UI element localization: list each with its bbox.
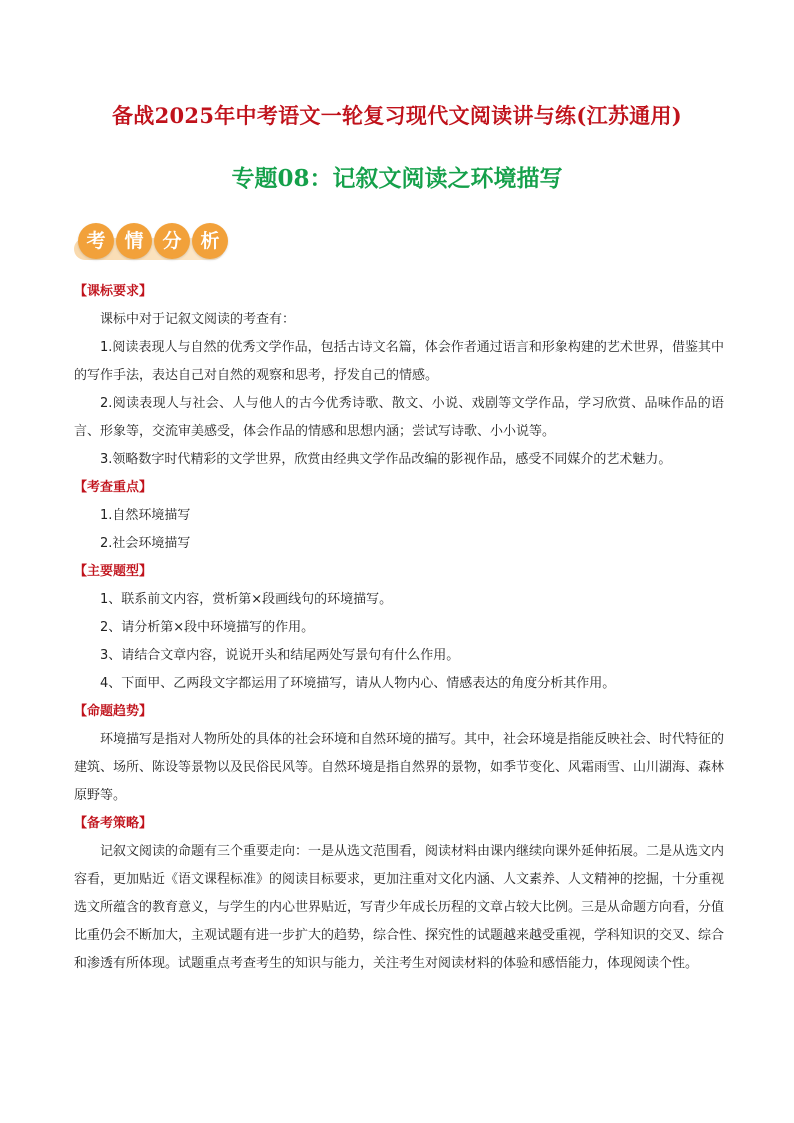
list-item: 1.阅读表现人与自然的优秀文学作品，包括古诗文名篇，体会作者通过语言和形象构建的艺术世界，借鉴其中的写作手法，表达自己对自然的观察和思考，抒发自己的情感。 <box>74 340 724 383</box>
list-item: 3、请结合文章内容，说说开头和结尾两处写景句有什么作用。 <box>100 648 460 663</box>
list-item: 2.社会环境描写 <box>100 536 191 551</box>
list-item: 1.自然环境描写 <box>100 508 191 523</box>
section-heading: 【备考策略】 <box>74 816 153 831</box>
section-banner <box>74 220 234 270</box>
paragraph: 记叙文阅读的命题有三个重要走向：一是从选文范围看，阅读材料由课内继续向课外延伸拓展。二是从选文内容看，更加贴近《语文课程标准》的阅读目标要求，更加注重对文化内涵、人文素养、人文精神的挖掘，十分重视选文所蕴含的教育意义，与学生的内心世界贴近，写青少年成长历程的文章占较大比例。三是从命题方向看，分值比重仍会不断加大，主观试题有进一步扩大的趋势，综合性、探究性的试题越来越受重视，学科知识的交叉、综合和渗透有所体现。试题重点考查考生的知识与能力，关注考生对阅读材料的体验和感悟能力，体现阅读个性。 <box>74 844 725 971</box>
banner-char: 析 <box>192 223 228 259</box>
document-body <box>74 278 724 978</box>
list-item: 2.阅读表现人与社会、人与他人的古今优秀诗歌、散文、小说、戏剧等文学作品，学习欣赏、品味作品的语言、形象等，交流审美感受，体会作品的情感和思想内涵；尝试写诗歌、小小说等。 <box>74 396 724 439</box>
list-item: 2、请分析第×段中环境描写的作用。 <box>100 620 315 635</box>
list-item: 1、联系前文内容，赏析第×段画线句的环境描写。 <box>100 592 393 607</box>
document-subtitle: 专题08：记叙文阅读之环境描写 <box>231 165 563 192</box>
banner-char: 分 <box>154 223 190 259</box>
section-heading: 【命题趋势】 <box>74 704 153 719</box>
document-title: 备战2025年中考语文一轮复习现代文阅读讲与练(江苏通用) <box>111 103 683 128</box>
list-item: 3.领略数字时代精彩的文学世界，欣赏由经典文学作品改编的影视作品，感受不同媒介的艺术魅力。 <box>100 452 672 467</box>
section-heading: 【主要题型】 <box>74 564 153 579</box>
paragraph: 环境描写是指对人物所处的具体的社会环境和自然环境的描写。其中，社会环境是指能反映社会、时代特征的建筑、场所、陈设等景物以及民俗民风等。自然环境是指自然界的景物，如季节变化、风霜雨雪、山川湖海、森林原野等。 <box>74 732 725 803</box>
paragraph: 课标中对于记叙文阅读的考查有： <box>100 312 296 327</box>
banner-char: 情 <box>116 223 152 259</box>
section-heading: 【考查重点】 <box>74 480 153 495</box>
section-heading: 【课标要求】 <box>74 284 153 299</box>
list-item: 4、下面甲、乙两段文字都运用了环境描写，请从人物内心、情感表达的角度分析其作用。 <box>100 676 616 691</box>
banner-char: 考 <box>78 223 114 259</box>
